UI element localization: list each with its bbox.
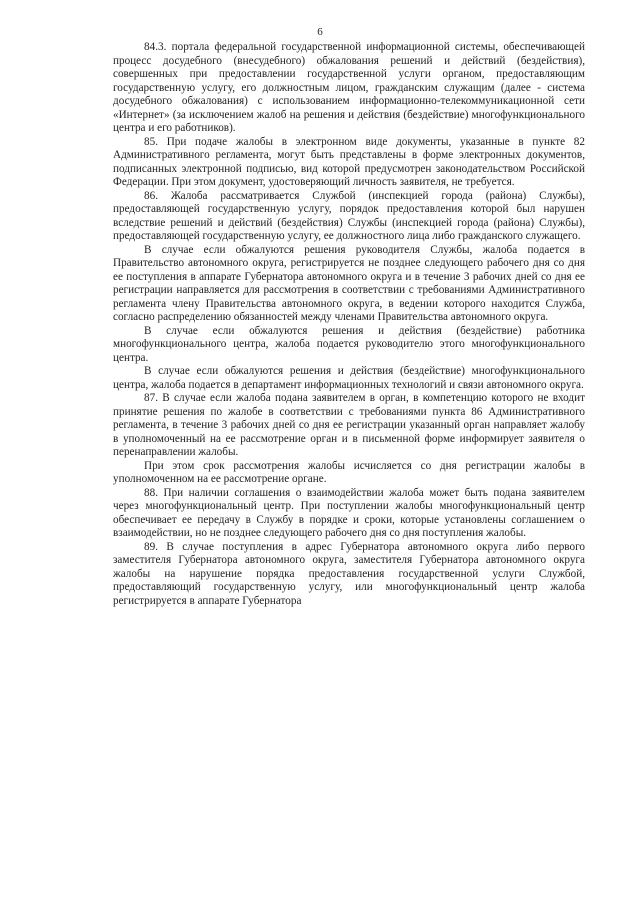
paragraph-87-term: При этом срок рассмотрения жалобы исчисляется со дня регистрации жалобы в уполномоченном на ее рассмотрение органе. xyxy=(113,459,585,485)
document-body xyxy=(113,41,585,608)
paragraph-84-3: 84.3. портала федеральной государственной информационной системы, обеспечивающей процесс досудебного (внесудебного) обжалования решений и действий (бездействия), совершенных при предоставлении государственной услуги органом, предоставляющим государственную услугу, его должностным лицом, гражданским служащим (далее - система досудебного обжалования) с использованием информационно-телекоммуникационной сети «Интернет» (за исключением жалоб на решения и действия (бездействие) многофункционального центра и его работников). xyxy=(113,41,585,134)
paragraph-86-governor-appeal: В случае если обжалуются решения руководителя Службы, жалоба подается в Правительство автономного округа, регистрируется не позднее следующего рабочего дня со дня ее поступления в аппарате Губернатора автономного округа и в течение 3 рабочих дней со дня ее регистрации направляется для рассмотрения в соответствии с требованиями Административного регламента члену Правительства автономного округа, в ведении которого находится Служба, согласно распределению обязанностей между членами Правительства автономного округа. xyxy=(113,243,585,323)
paragraph-86: 86. Жалоба рассматривается Службой (инспекцией города (района) Службы), предоставляющей государственную услугу, порядок предоставления которой был нарушен вследствие решений и действий (бездействия) Службы (инспекцией города (района) Службы), предоставляющей государственную услугу, ее должностного лица либо гражданского служащего. xyxy=(113,189,585,242)
page-number: 6 xyxy=(317,26,323,38)
paragraph-86-mfc: В случае если обжалуются решения и действия (бездействие) многофункционального центра, жалоба подается в департамент информационных технологий и связи автономного округа. xyxy=(113,365,585,391)
paragraph-89: 89. В случае поступления в адрес Губернатора автономного округа либо первого заместителя Губернатора автономного округа, заместителя Губернатора автономного округа жалобы на нарушение порядка предоставления государственной услуги Службой, предоставляющий государственную услугу, или многофункциональный центр жалоба регистрируется в аппарате Губернатора xyxy=(113,540,585,607)
paragraph-86-mfc-worker: В случае если обжалуются решения и действия (бездействие) работника многофункционального центра, жалоба подается руководителю этого многофункционального центра. xyxy=(113,324,585,364)
paragraph-87: 87. В случае если жалоба подана заявителем в орган, в компетенцию которого не входит принятие решения по жалобе в соответствии с требованиями пункта 86 Административного регламента, в течение 3 рабочих дней со дня ее регистрации указанный орган направляет жалобу в уполномоченный на ее рассмотрение орган и в письменной форме информирует заявителя о перенаправлении жалобы. xyxy=(113,392,585,458)
paragraph-85: 85. При подаче жалобы в электронном виде документы, указанные в пункте 82 Административного регламента, могут быть представлены в форме электронных документов, подписанных электронной подписью, вид которой предусмотрен законодательством Российской Федерации. При этом документ, удостоверяющий личность заявителя, не требуется. xyxy=(113,135,585,188)
paragraph-88: 88. При наличии соглашения о взаимодействии жалоба может быть подана заявителем через многофункциональный центр. При поступлении жалобы многофункциональный центр обеспечивает ее передачу в Службу в порядке и сроки, которые установлены соглашением о взаимодействии, но не позднее следующего рабочего дня со дня поступления жалобы. xyxy=(113,486,585,539)
